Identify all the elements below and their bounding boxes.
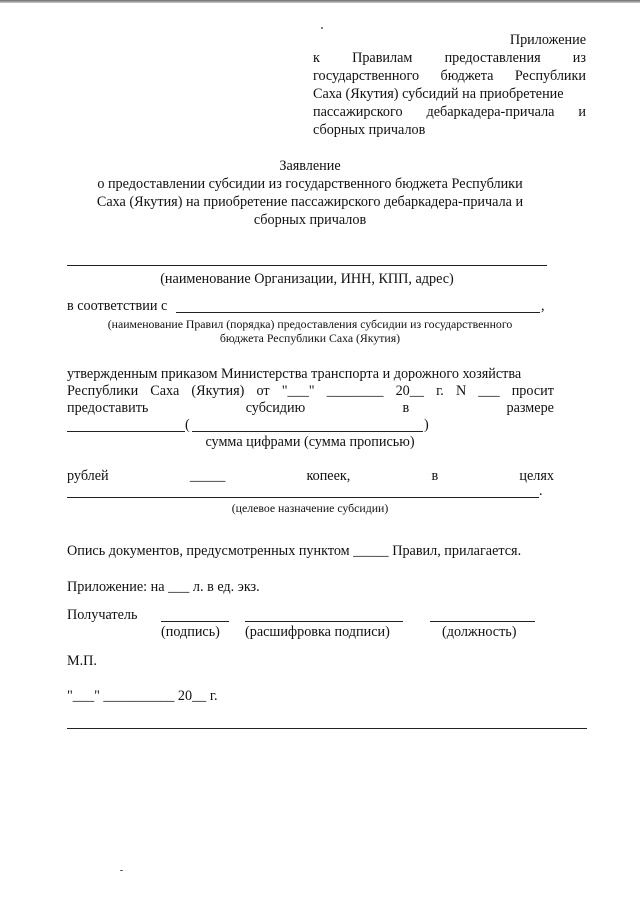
scan-edge bbox=[0, 0, 640, 3]
scan-speck bbox=[321, 27, 323, 29]
organization-field[interactable] bbox=[67, 265, 547, 266]
amount-digits-field[interactable] bbox=[67, 431, 185, 432]
accordance-prefix: в соответствии с bbox=[67, 298, 168, 314]
appendix-line-5: пассажирского дебаркадера-причала и bbox=[313, 104, 586, 120]
signature-decoding-caption: (расшифровка подписи) bbox=[245, 624, 390, 640]
title-line-4: сборных причалов bbox=[253, 212, 367, 228]
signature-caption: (подпись) bbox=[161, 624, 220, 640]
kopecks-field[interactable]: _____ bbox=[189, 468, 226, 484]
order-day-field[interactable]: "___" bbox=[281, 383, 315, 399]
amount-words-field[interactable] bbox=[192, 431, 423, 432]
appendix-line-4: Саха (Якутия) субсидий на приобретение bbox=[313, 86, 564, 102]
order-month-field[interactable]: ________ bbox=[326, 383, 384, 399]
position-field[interactable] bbox=[430, 621, 535, 622]
signature-decoding-field[interactable] bbox=[245, 621, 403, 622]
inventory-line: Опись документов, предусмотренных пунктом _____ Правил, прилагается. bbox=[67, 543, 522, 559]
scan-speck bbox=[120, 870, 123, 871]
rules-caption-2: бюджета Республики Саха (Якутия) bbox=[219, 331, 401, 345]
accordance-comma: , bbox=[541, 298, 545, 314]
bottom-rule bbox=[67, 728, 587, 729]
amount-open-paren: ( bbox=[185, 417, 190, 433]
attachment-line: Приложение: на ___ л. в ед. экз. bbox=[67, 579, 260, 595]
purpose-caption: (целевое назначение субсидии) bbox=[231, 501, 389, 515]
rubles-line: рублей _____ копеек, в целях bbox=[67, 468, 554, 484]
amount-close-paren: ) bbox=[424, 417, 429, 433]
appendix-line-2: к Правилам предоставления из bbox=[313, 50, 586, 66]
date-line[interactable]: "___" __________ 20__ г. bbox=[67, 688, 218, 704]
rules-name-field[interactable] bbox=[176, 312, 540, 313]
signature-field[interactable] bbox=[161, 621, 229, 622]
title-line-3: Саха (Якутия) на приобретение пассажирского дебаркадера-причала и bbox=[96, 194, 524, 210]
appendix-line-6: сборных причалов bbox=[313, 122, 426, 138]
purpose-period: . bbox=[539, 483, 543, 499]
approved-line-2: Республики Саха (Якутия) от "___" ________ 20__ г. N ___ просит bbox=[67, 383, 554, 399]
appendix-title: Приложение bbox=[509, 32, 586, 48]
amount-caption: сумма цифрами (сумма прописью) bbox=[205, 434, 415, 450]
recipient-label: Получатель bbox=[67, 607, 138, 623]
position-caption: (должность) bbox=[442, 624, 517, 640]
appendix-line-3: государственного бюджета Республики bbox=[313, 68, 586, 84]
rules-caption-1: (наименование Правил (порядка) предоставления субсидии из государственного bbox=[107, 317, 513, 331]
title-line-2: о предоставлении субсидии из государственного бюджета Республики bbox=[97, 176, 523, 192]
order-year-field[interactable]: 20__ bbox=[395, 383, 424, 399]
purpose-field[interactable] bbox=[67, 497, 539, 498]
organization-caption: (наименование Организации, ИНН, КПП, адрес) bbox=[160, 271, 454, 287]
title-line-1: Заявление bbox=[279, 158, 341, 174]
approved-line-1: утвержденным приказом Министерства транспорта и дорожного хозяйства bbox=[67, 366, 522, 382]
approved-line-3: предоставить субсидию в размере bbox=[67, 400, 554, 416]
order-number-field[interactable]: ___ bbox=[478, 383, 500, 399]
stamp-label: М.П. bbox=[67, 653, 97, 669]
